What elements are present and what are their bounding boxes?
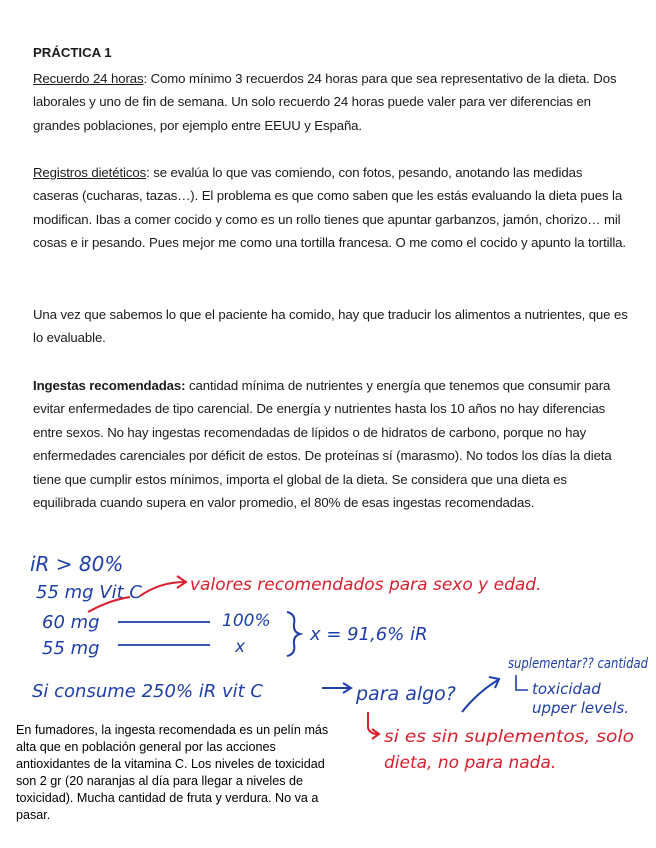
- hw-hook-toxicidad: [516, 675, 528, 690]
- hw-valores-note: valores recomendados para sexo y edad.: [190, 575, 542, 595]
- hw-suplementar: suplementar?? cantidad: [508, 656, 649, 672]
- hw-si-sin-line2: dieta, no para nada.: [384, 753, 557, 773]
- registros-text: : se evalúa lo que vas comiendo, con fotos, pesando, anotando las medidas caseras (cucharas, tazas…). El problema es que como saben que les estás evaluando la dieta pues la modifican. Ibas a comer cocido y como es un rollo tienes que apuntar garbanzos, jamón, chorizo… mil cosas e ir pesando. Pues mejor me como una tortilla francesa. O me como el cocido y apunto la tortilla.: [33, 165, 626, 251]
- hw-arrow-suplementar: [462, 680, 498, 712]
- hw-row1-right: 100%: [222, 611, 271, 631]
- recuerdo-text: : Como mínimo 3 recuerdos 24 horas para que sea representativo de la dieta. Dos laborales y uno de fin de semana. Un solo recuerdo 24 horas puede valer para ver diferencias en grandes poblaciones, por ejemplo entre EEUU y España.: [33, 71, 617, 133]
- ingestas-text: cantidad mínima de nutrientes y energía que tenemos que consumir para evitar enfermedades de tipo carencial. De energía y nutrientes hasta los 10 años no hay diferencias entre sexos. No hay ingestas recomendadas de lípidos o de hidratos de carbono, porque no hay enfermedades carenciales por déficit de estos. De proteínas sí (marasmo). No todos los días la dieta tiene que cumplir estos mínimos, importa el global de la dieta. Se considera que una dieta es equilibrada cuando supera en valor promedio, el 80% de esas ingestas recomendadas.: [33, 378, 612, 511]
- hw-row2-right: x: [235, 637, 246, 657]
- side-note-fumadores: En fumadores, la ingesta recomendada es un pelín más alta que en población general por las acciones antioxidantes de la vitamina C. Los niveles de toxicidad son 2 gr (20 naranjas al día para llegar a niveles de toxicidad). Mucha cantidad de fruta y verdura. No va a pasar.: [16, 723, 329, 822]
- hw-para-algo: para algo?: [356, 683, 456, 705]
- hw-55mg-vitc: 55 mg Vit C: [36, 582, 142, 603]
- hw-toxicidad: toxicidad: [532, 680, 601, 698]
- page-title: PRÁCTICA 1: [33, 45, 112, 60]
- hw-result: x = 91,6% iR: [310, 624, 428, 645]
- hw-si-sin-line1: si es sin suplementos, solo: [384, 727, 634, 747]
- recuerdo-label: Recuerdo 24 horas: [33, 71, 144, 86]
- hw-upper-levels: upper levels.: [532, 699, 629, 717]
- paragraph-traducir: Una vez que sabemos lo que el paciente ha comido, hay que traducir los alimentos a nutrientes, que es lo evaluable.: [33, 307, 628, 346]
- hw-row2-left: 55 mg: [42, 638, 100, 659]
- hw-row1-left: 60 mg: [42, 612, 100, 633]
- hw-consume-line: Si consume 250% iR vit C: [32, 681, 263, 702]
- hw-brace: [287, 612, 300, 656]
- registros-label: Registros dietéticos: [33, 165, 147, 180]
- ingestas-label: Ingestas recomendadas:: [33, 378, 186, 393]
- hw-ir-80: iR > 80%: [30, 552, 124, 576]
- hw-arrow-valores: [140, 582, 185, 596]
